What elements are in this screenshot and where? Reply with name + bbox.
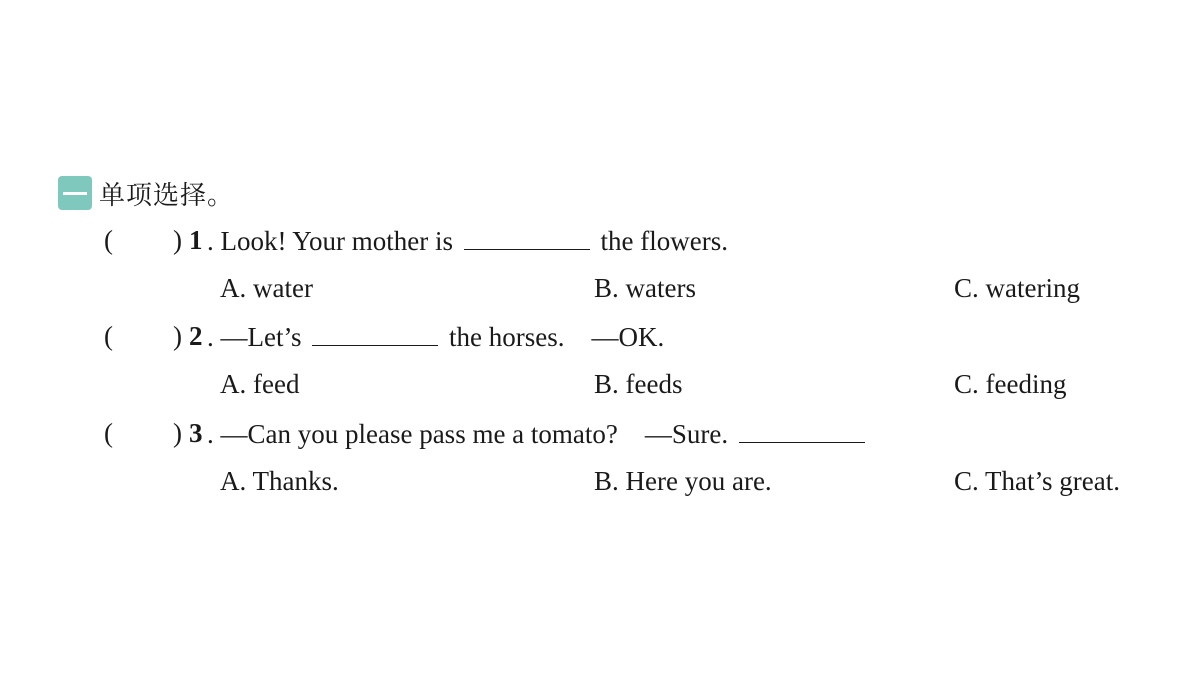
answer-paren-open: ( (104, 225, 113, 255)
answer-paren-open: ( (104, 321, 113, 351)
section-number-one-icon (63, 192, 87, 195)
answer-paren-close: ) (173, 225, 182, 255)
section-title: 单项选择。 (99, 180, 235, 211)
question-text-after: the horses. —OK. (449, 322, 665, 352)
option-c: C. That’s great. (954, 466, 1120, 496)
question-text (207, 321, 664, 353)
option-a: A. Thanks. (220, 466, 339, 496)
question-number: 1 (189, 225, 203, 255)
answer-paren-close: ) (173, 418, 182, 448)
section-number-badge (58, 176, 92, 210)
option-b: B. Here you are. (594, 466, 772, 496)
question-text-after: the flowers. (600, 226, 728, 256)
answer-paren-close: ) (173, 321, 182, 351)
question-text-before: . Look! Your mother is (207, 226, 454, 256)
question-text-before: . —Let’s (207, 322, 302, 352)
answer-blank (312, 321, 438, 346)
question-number: 3 (189, 418, 203, 448)
option-c: C. watering (954, 273, 1080, 303)
question-number: 2 (189, 321, 203, 351)
question-text (207, 225, 728, 257)
question-text-before: . —Can you please pass me a tomato? —Sure. (207, 419, 729, 449)
option-a: A. water (220, 273, 313, 303)
answer-blank (464, 225, 590, 250)
option-c: C. feeding (954, 369, 1067, 399)
section-header (58, 175, 234, 211)
question-text (207, 418, 869, 450)
answer-paren-open: ( (104, 418, 113, 448)
option-a: A. feed (220, 369, 300, 399)
answer-blank (739, 418, 865, 443)
option-b: B. waters (594, 273, 696, 303)
option-b: B. feeds (594, 369, 683, 399)
